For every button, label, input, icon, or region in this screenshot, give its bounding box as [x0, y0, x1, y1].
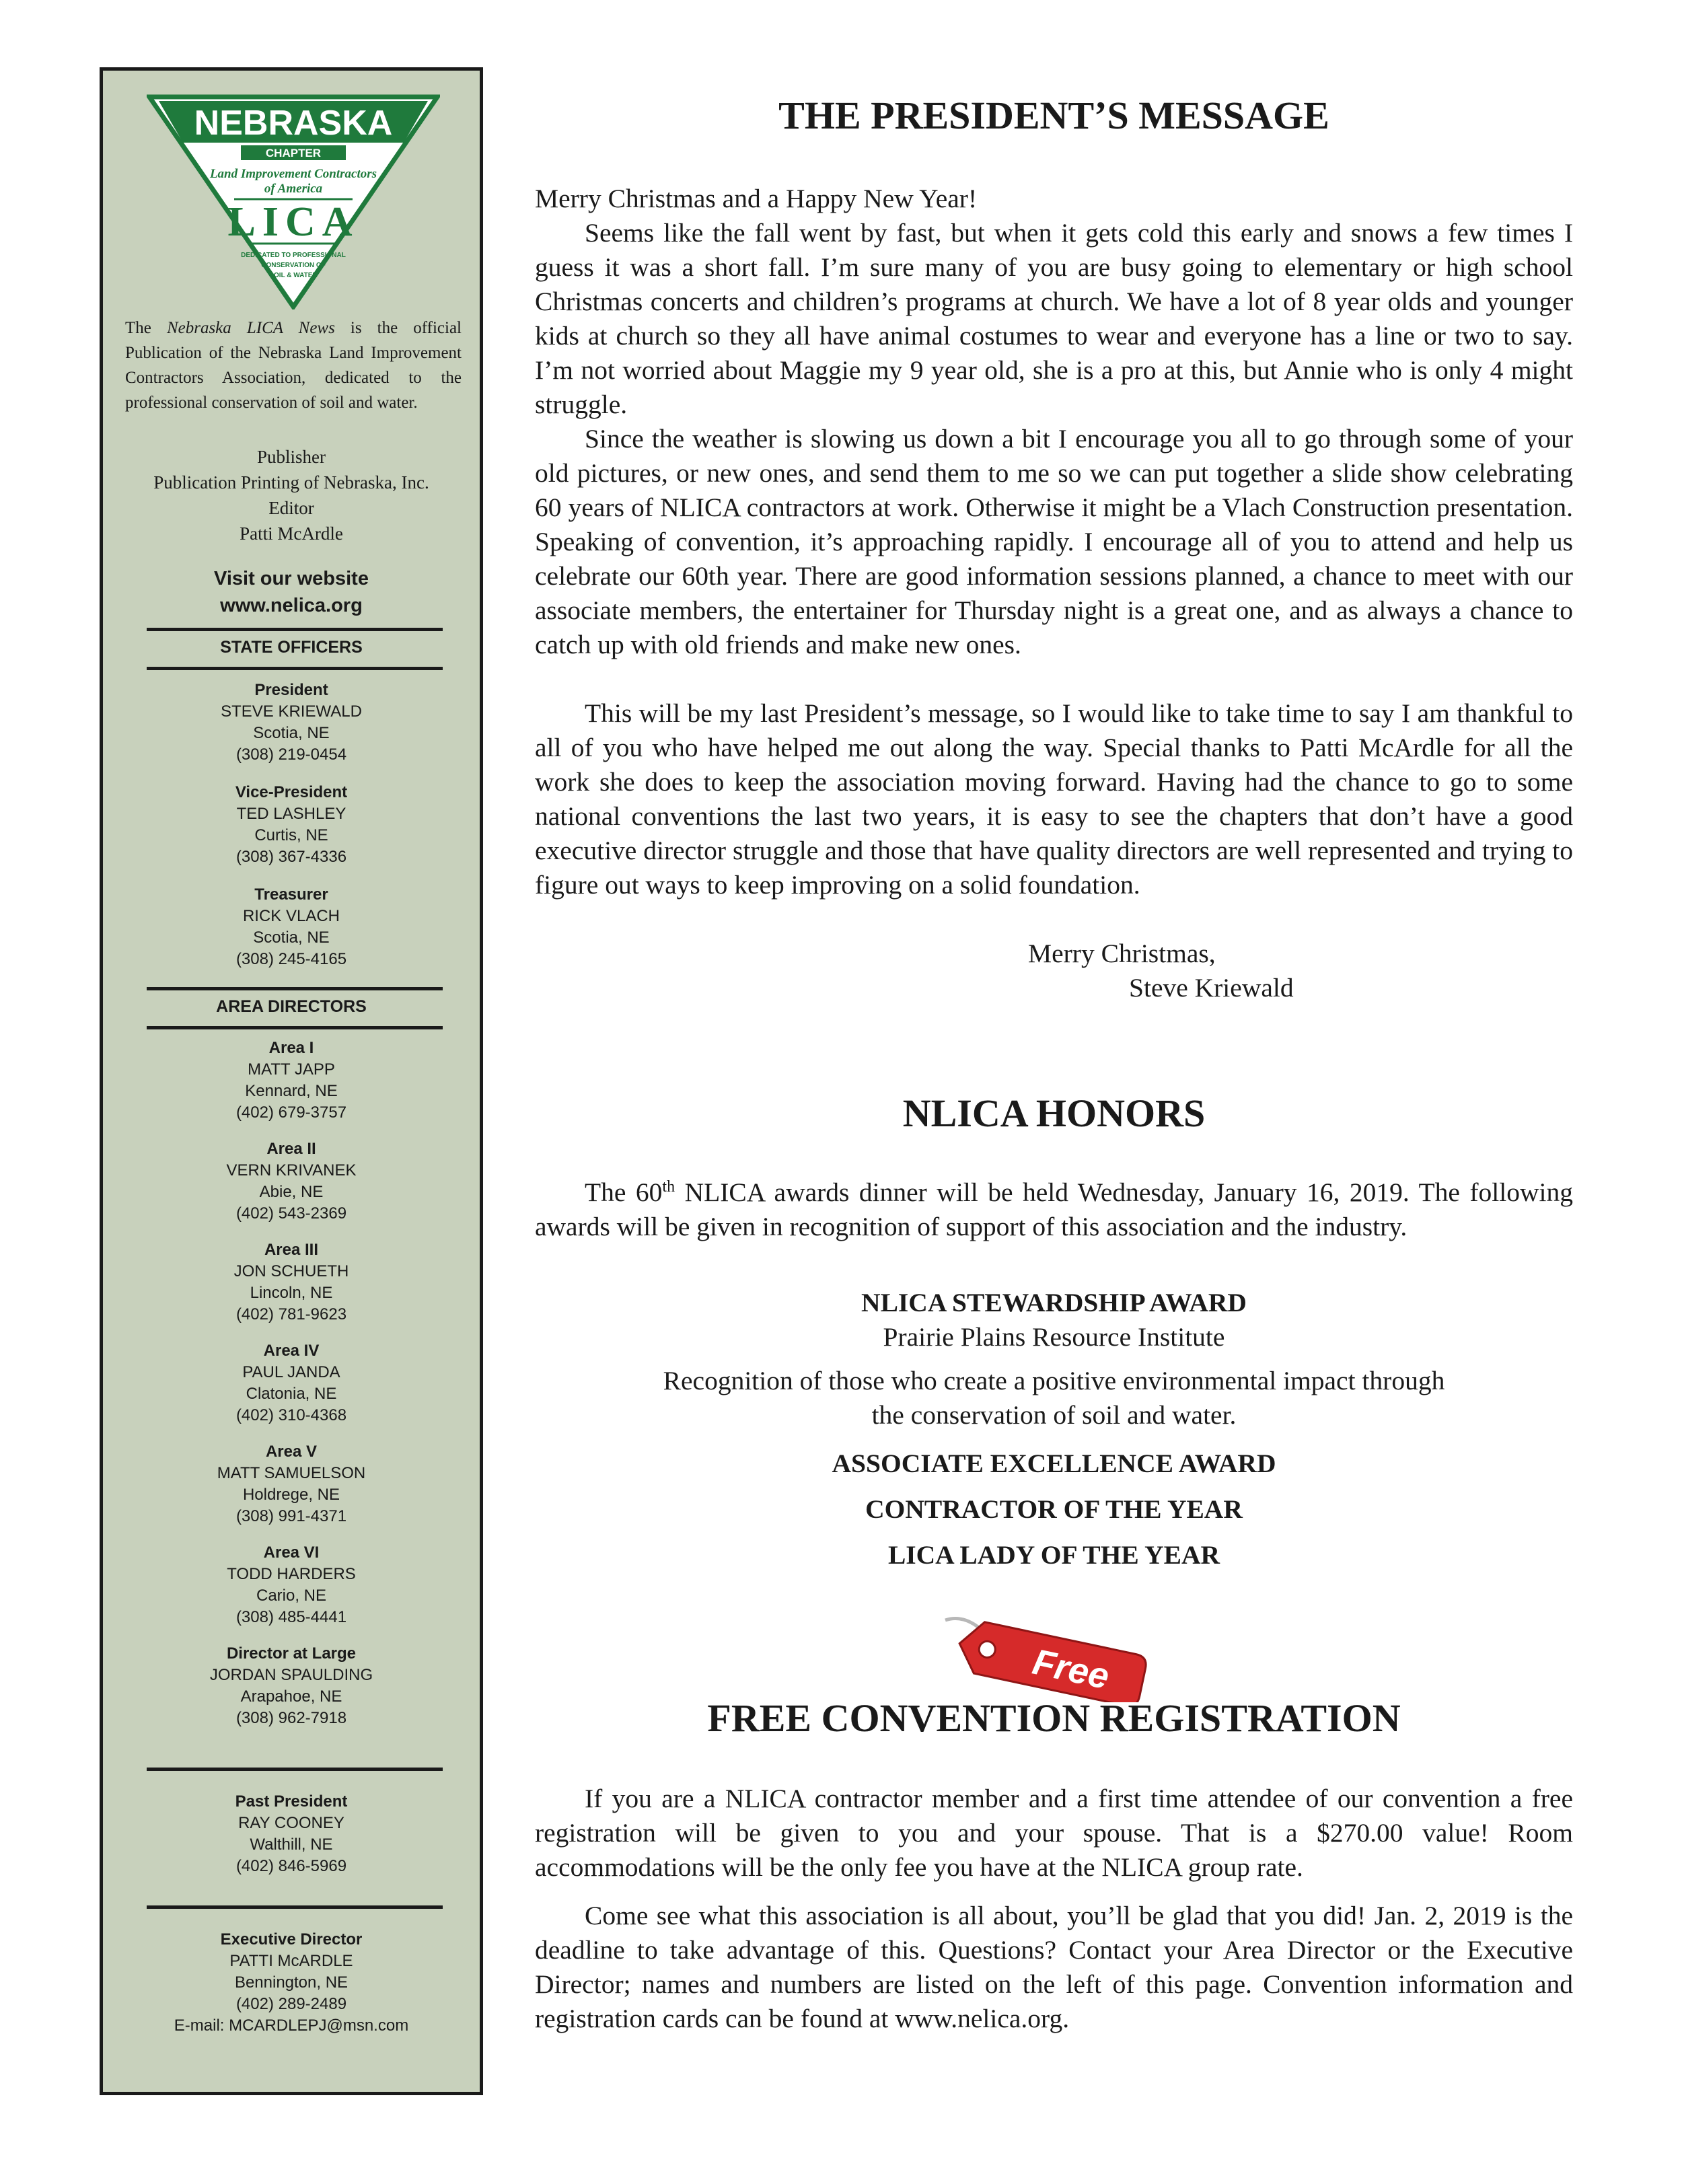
- logo-tagline1: DEDICATED TO PROFESSIONAL: [241, 252, 346, 259]
- director-area-2: Area II VERN KRIVANEK Abie, NE (402) 543-2369: [226, 1140, 357, 1223]
- director-area-4: Area IV PAUL JANDA Clatonia, NE (402) 310-4368: [235, 1342, 347, 1424]
- officer-president: President STEVE KRIEWALD Scotia, NE (308) 219-0454: [221, 681, 362, 764]
- logo-title: NEBRASKA: [194, 104, 393, 143]
- email-link[interactable]: E-mail: MCARDLEPJ@msn.com: [174, 2016, 409, 2035]
- logo-acronym: LICA: [227, 199, 359, 245]
- message-paragraph-1: Seems like the fall went by fast, but when it gets cold this early and snows a few times I guess it was a short fall. I’m sure many of you are busy going to elementary or high school Christmas concerts and children’s programs at church. We have a lot of 8 year olds and younger kids at church so they all have animal costumes to wear and everyone has a line or two to say. I’m not worried about Maggie my 9 year old, she is a pro at this, but Annie who is only 4 might struggle.: [535, 218, 1573, 419]
- lica-logo: [147, 94, 440, 310]
- website-block: [103, 565, 480, 619]
- presidents-message-heading: THE PRESIDENT’S MESSAGE: [778, 94, 1329, 137]
- executive-director: Executive Director PATTI McARDLE Bennington, NE (402) 289-2489 E-mail: MCARDLEPJ@msn.com: [103, 1929, 480, 2037]
- director-area-3: Area III JON SCHUETH Lincoln, NE (402) 781-9623: [233, 1241, 349, 1323]
- publisher-block: [103, 444, 480, 546]
- award-contractor-of-year: CONTRACTOR OF THE YEAR: [865, 1494, 1243, 1524]
- past-president: Past President RAY COONEY Walthill, NE (402) 846-5969: [235, 1792, 348, 1875]
- free-registration-heading: FREE CONVENTION REGISTRATION: [707, 1696, 1401, 1740]
- logo-tagline3: SOIL & WATER: [269, 272, 318, 279]
- award-associate-excellence: ASSOCIATE EXCELLENCE AWARD: [832, 1449, 1276, 1478]
- visit-label: Visit our website: [214, 568, 369, 589]
- divider: [147, 987, 443, 990]
- message-paragraph-2: Since the weather is slowing us down a bit I encourage you all to go through some of your old pictures, or new ones, and send them to me so we can put together a slide show celebrating 60 years of NLICA contractors at work. Otherwise it might be a Vlach Construction presentation. Speaking of convention, it’s approaching rapidly. I encourage all of you to attend and help us celebrate our 60th year. There are good information sessions planned, a chance to meet with our associate members, the entertainer for Thursday night is a great one, and as always a chance to catch up with old friends and make new ones.: [535, 424, 1573, 659]
- sidebar: [100, 67, 483, 2095]
- editor-label: Editor: [268, 498, 314, 518]
- stewardship-description-line2: the conservation of soil and water.: [871, 1400, 1237, 1430]
- publication-intro: The Nebraska LICA News is the official Publication of the Nebraska Land Improvement Contractors Association, dedicated to the professional conservation of soil and water.: [125, 319, 462, 412]
- honors-intro: The 60th NLICA awards dinner will be held Wednesday, January 16, 2019. The following awards will be given in recognition of support of this association and the industry.: [535, 1177, 1573, 1241]
- publisher-label: Publisher: [256, 447, 326, 467]
- stewardship-recipient: Prairie Plains Resource Institute: [883, 1322, 1225, 1352]
- area-directors-heading: AREA DIRECTORS: [216, 997, 367, 1016]
- greeting: Merry Christmas and a Happy New Year!: [535, 184, 978, 213]
- free-tag-label: Free: [1029, 1641, 1113, 1698]
- divider: [147, 1026, 443, 1029]
- registration-paragraph-1: If you are a NLICA contractor member and a first time attendee of our convention a free registration will be given to you and your spouse. That is a $270.00 value! Room accommodations will be the only fee you have at the NLICA group rate.: [535, 1784, 1573, 1882]
- officer-treasurer: Treasurer RICK VLACH Scotia, NE (308) 245-4165: [235, 885, 347, 968]
- closing: Merry Christmas,: [1028, 939, 1216, 968]
- logo-org-line1: Land Improvement Contractors: [209, 167, 377, 181]
- honors-heading: NLICA HONORS: [902, 1091, 1206, 1135]
- director-area-6: Area VI TODD HARDERS Cario, NE (308) 485-4441: [227, 1543, 356, 1626]
- officer-vice-president: Vice-President TED LASHLEY Curtis, NE (308) 367-4336: [235, 783, 348, 866]
- signature: Steve Kriewald: [1129, 973, 1294, 1003]
- editor-name: Patti McArdle: [240, 523, 343, 544]
- director-area-1: Area I MATT JAPP Kennard, NE (402) 679-3757: [235, 1039, 347, 1122]
- award-lica-lady-of-year: LICA LADY OF THE YEAR: [887, 1540, 1220, 1570]
- divider: [147, 628, 443, 631]
- logo-tagline2: CONSERVATION OF: [261, 262, 326, 269]
- stewardship-award-title: NLICA STEWARDSHIP AWARD: [861, 1288, 1247, 1317]
- registration-paragraph-2: Come see what this association is all about, you’ll be glad that you did! Jan. 2, 2019 is the deadline to take advantage of this. Questions? Contact your Area Director or the Executive Director; names and numbers are listed on the left of this page. Convention information and registration cards can be found at www.nelica.org.: [535, 1901, 1573, 2033]
- divider: [147, 1768, 443, 1771]
- director-at-large: Director at Large JORDAN SPAULDING Arapahoe, NE (308) 962-7918: [209, 1644, 373, 1727]
- divider: [147, 667, 443, 670]
- publisher-name: Publication Printing of Nebraska, Inc.: [153, 472, 429, 493]
- director-area-5: Area V MATT SAMUELSON Holdrege, NE (308) 991-4371: [217, 1443, 366, 1525]
- stewardship-description-line1: Recognition of those who create a positive environmental impact through: [663, 1366, 1445, 1395]
- message-paragraph-3: This will be my last President’s message, so I would like to take time to say I am thankful to all of you who have helped me out along the way. Special thanks to Patti McArdle for all the work she does to keep the association moving forward. Having had the chance to go to some national conventions the last two years, it is easy to see the chapters that don’t have a good executive director struggle and those that have quality directors are well represented and trying to figure out ways to keep improving on a solid foundation.: [535, 698, 1573, 900]
- free-tag-icon: [939, 1607, 1161, 1702]
- state-officers-heading: STATE OFFICERS: [220, 638, 363, 657]
- website-link[interactable]: www.nelica.org: [220, 595, 363, 616]
- logo-org-line2: of America: [264, 182, 323, 196]
- divider: [147, 1905, 443, 1909]
- logo-chapter: CHAPTER: [265, 147, 322, 159]
